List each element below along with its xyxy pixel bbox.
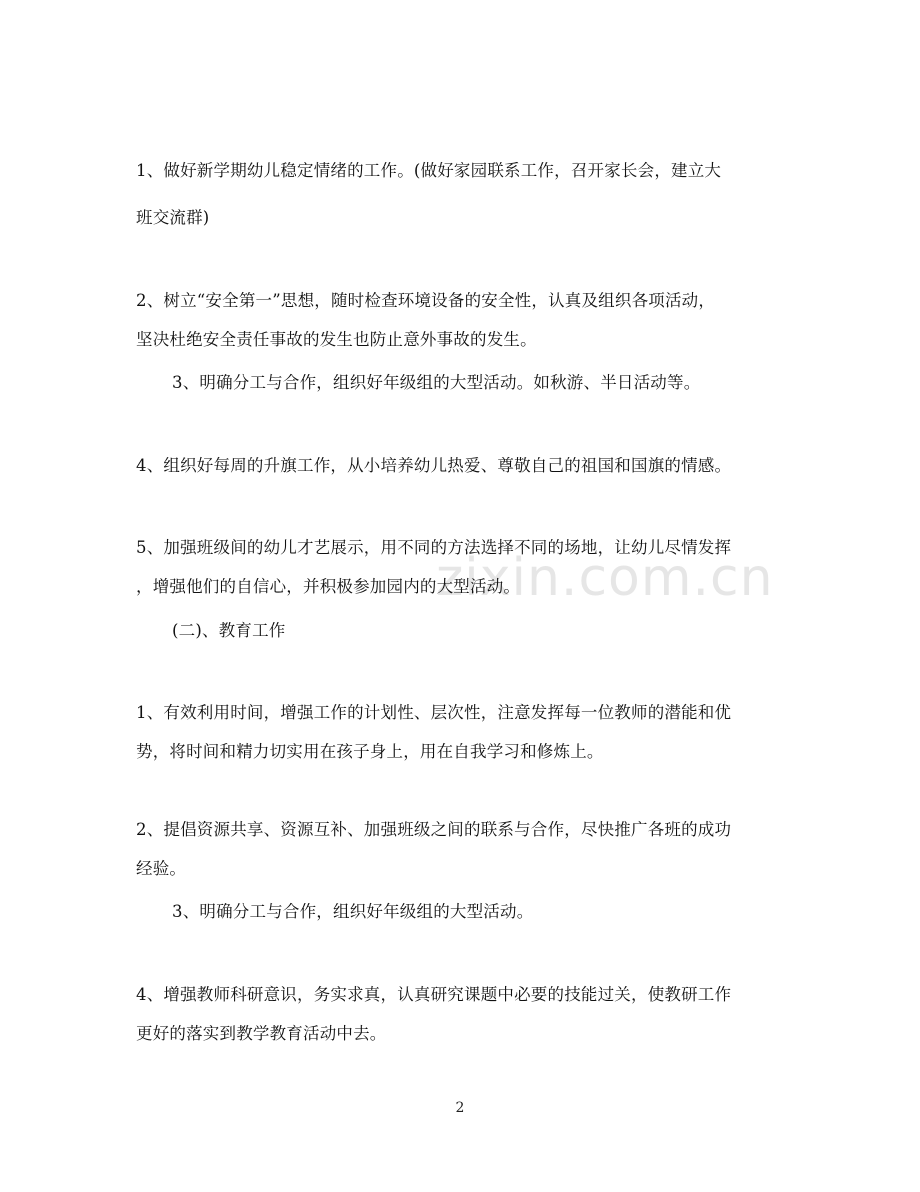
page-number: 2 <box>455 1100 465 1116</box>
text-line: ，增强他们的自信心，并积极参加园内的大型活动。 <box>136 577 521 596</box>
text-line: 2、提倡资源共享、资源互补、加强班级之间的联系与合作，尽快推广各班的成功 <box>136 820 732 839</box>
text-line: 经验。 <box>136 859 187 878</box>
text-line: 4、组织好每周的升旗工作，从小培养幼儿热爱、尊敬自己的祖国和国旗的情感。 <box>136 456 732 475</box>
text-line: 势，将时间和精力切实用在孩子身上，用在自我学习和修炼上。 <box>136 742 604 761</box>
text-line: 坚决杜绝安全责任事故的发生也防止意外事故的发生。 <box>136 330 537 349</box>
watermark: zixin.com.cn <box>436 548 774 608</box>
text-line: 班交流群) <box>136 208 210 227</box>
text-line: 2、树立“安全第一”思想，随时检查环境设备的安全性，认真及组织各项活动， <box>136 291 716 310</box>
text-line: 3、明确分工与合作，组织好年级组的大型活动。 <box>172 902 534 921</box>
section-heading: (二)、教育工作 <box>172 621 286 640</box>
text-line: 更好的落实到教学教育活动中去。 <box>136 1024 387 1043</box>
text-line: 5、加强班级间的幼儿才艺展示，用不同的方法选择不同的场地，让幼儿尽情发挥 <box>136 538 732 557</box>
text-line: 1、有效利用时间，增强工作的计划性、层次性，注意发挥每一位教师的潜能和优 <box>136 703 732 722</box>
text-line: 1、做好新学期幼儿稳定情绪的工作。(做好家园联系工作，召开家长会，建立大 <box>136 161 722 180</box>
text-line: 4、增强教师科研意识，务实求真，认真研究课题中必要的技能过关，使教研工作 <box>136 985 732 1004</box>
text-line: 3、明确分工与合作，组织好年级组的大型活动。如秋游、半日活动等。 <box>172 373 701 392</box>
